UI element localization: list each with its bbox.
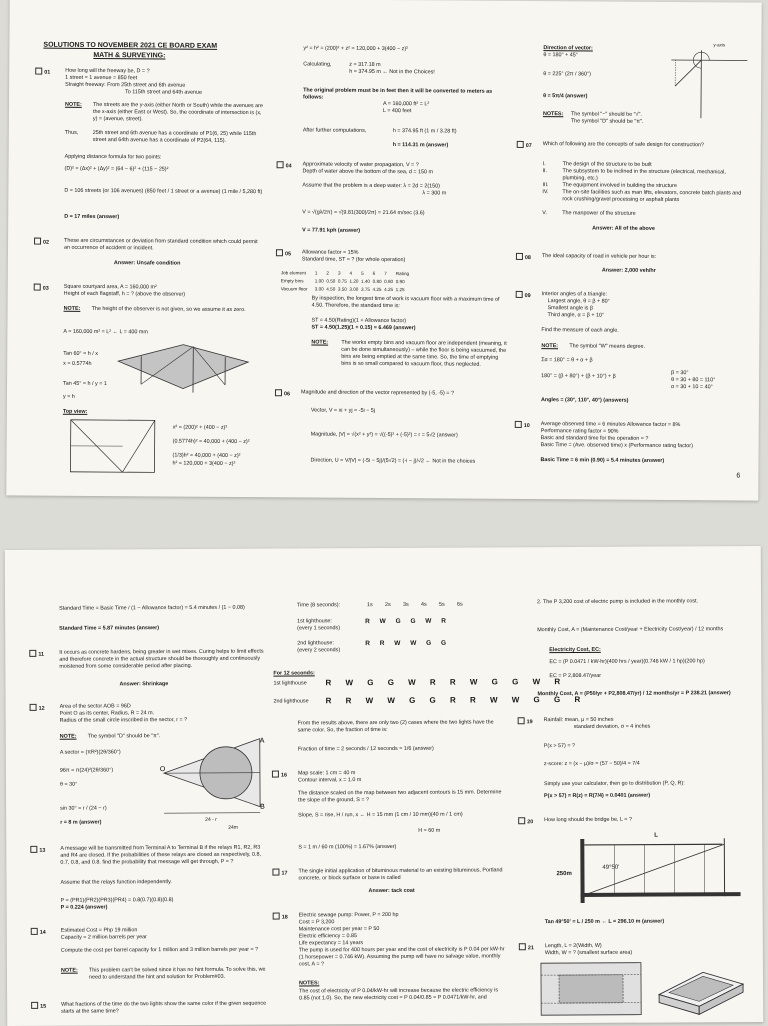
q08-title: The ideal capacity of road in vehicle per hour is: bbox=[542, 253, 656, 261]
notes-label: NOTES: bbox=[543, 111, 563, 118]
q08-number: 08 bbox=[525, 255, 531, 261]
q09-answer: Angles = (30°, 110°, 40°) (answers) bbox=[541, 397, 629, 405]
q09-line-4: Third angle, α = β + 10° bbox=[548, 312, 605, 319]
calculating-label: Calculating, bbox=[303, 61, 331, 68]
q14-line-3: Compute the cost per barrel capacity for 1 million and 3 million barrels per year = ? bbox=[61, 947, 266, 955]
q05-formula-2: ST = 4.50(1.25)(1 + 0.15) = 6.469 (answer) bbox=[311, 324, 415, 332]
q01-title: How long will the freeway be, D = ? bbox=[65, 68, 149, 75]
q19-number: 19 bbox=[527, 719, 533, 725]
monthly-cost-formula: Monthly Cost, A = (Maintenance Cost/year + Electricity Cost/year) / 12 months bbox=[537, 626, 723, 634]
q03-formula-1: A = 160,000 m² = L² ← L = 400 mm bbox=[63, 329, 147, 336]
q10-answer: Basic Time = 6 min (0.90) = 5.4 minutes (answer) bbox=[541, 457, 665, 465]
q14-note: This problem can't be solved since it has no hint formula. To solve this, we need to understand the hint and solution for Problem#03. bbox=[89, 967, 266, 982]
direction-title: Direction of vector: bbox=[543, 45, 592, 52]
checkbox-icon bbox=[272, 771, 279, 778]
direction-line-2: θ = 225° (2π / 360°) bbox=[543, 71, 591, 78]
checkbox-icon bbox=[35, 68, 42, 75]
q09-result-2: θ = 30 + 80 = 110° bbox=[671, 377, 715, 384]
sector-diagram bbox=[160, 733, 270, 820]
original-problem-note: The original problem must be in feet then it will be converted to meters as follows: bbox=[303, 87, 508, 102]
q15-text: What fractions of the time do the two lights show the same color if the given sequence starts at the same time? bbox=[61, 1001, 266, 1016]
page-1 bbox=[6, 0, 761, 501]
q06-title: Magnitude and direction of the vector represented by (-5, -5) = ? bbox=[301, 389, 454, 397]
page1-column-1 bbox=[32, 0, 267, 497]
header-line-1: SOLUTIONS TO NOVEMBER 2021 CE BOARD EXAM bbox=[43, 42, 217, 52]
monthly-cost-answer: Monthly Cost, A = (P50/yr + P2,808.47/yr) / 12 months/yr = P 238.21 (answer) bbox=[538, 690, 731, 698]
q15-number: 15 bbox=[40, 1004, 46, 1010]
q12-line-3: Radius of the small circle inscribed in the sector, r = ? bbox=[60, 717, 188, 725]
q19-line-2: standard deviation, σ = 4 inches bbox=[574, 724, 651, 731]
q19-line-4: Simply use your calculator, then go to distribution (P, Q, R): bbox=[544, 780, 685, 788]
after-answer: h = 114.31 m (answer) bbox=[393, 142, 449, 149]
q19-line-1: Rainfall: mean, μ = 50 inches bbox=[544, 717, 614, 724]
q04-line-2: Depth of water above the bottom of the sea, d = 150 m bbox=[303, 168, 434, 176]
flagstaff-diagram bbox=[113, 336, 253, 397]
lighthouse-1-sequence: R W G G W R bbox=[365, 618, 450, 627]
q16-line-3: The distance scaled on the map between two adjacent contours is 15 mm. Determine the slope of the ground, S = ? bbox=[298, 789, 508, 804]
q11-answer: Answer: Shrinkage bbox=[119, 681, 168, 688]
page1-column-3: Direction of vector: θ = 180° + 45° θ = 225° (2π / 360°) θ = 5π/4 (answer) y-axis NOTES: The symbol "~" should be "√". The symbol "D" should be "π". 07 Which of following are the concepts of safe design for construction? I. The design of the structure to be built II. The subsystem to be inclined in the structure (electrical, mechanical, plumbing, etc.) III. The equipment involved in building the structure IV. The on-site facilities such as man lifts, elevators, concrete batch plants and rock crushing/gravel processing or asphalt plants V. The manpower of the structure Answer: All of the above 08 The ideal capacity of road in vehicle per hour is: Answer: 2,000 veh/hr 09 Interior angles of a triangle: Largest angle, θ = β + 80° Smallest angle is β Third angle, α = β + 10° Find the measure of each angle. NOTE: The symbol "W" means degree. Σα = 180° = θ + α + β 180° = (β + 80°) + (β + 10°) + β β = 30° θ = 30 + 80 = 110° α = 30 + 10 = 40° Angles = (30°, 110°, 40°) (answers) 10 Average observed time = 6 minutes Allowance factor = 8% Performance rating factor = 90% Basic and standard time for the operation = ? Basic Time = (Ave. observed time) x (Performance rating factor) Basic Time = 6 min (0.90) = 5.4 minutes (answer) bbox=[510, 1, 753, 501]
lighthouse-2-sequence: R R W W G G bbox=[365, 640, 450, 649]
q03-formula-3: x = 0.5774h bbox=[63, 361, 91, 368]
q01-thus-text: 25th street and 6th avenue has a coordinate of P1(6, 25) while 115th street and 64th avenue has a coordinate of P2(64, 115). bbox=[93, 130, 265, 145]
q18-line-3: Maintenance cost per year = P 50 bbox=[299, 926, 380, 933]
q19-line-3: P(x > 57) = ? bbox=[544, 743, 575, 750]
q01-answer: D = 17 miles (answer) bbox=[64, 214, 119, 221]
time-1s: 1s bbox=[367, 602, 373, 609]
q08-answer: Answer: 2,000 veh/hr bbox=[602, 268, 656, 275]
q01-thus: Thus, bbox=[65, 130, 79, 137]
after-line-1: h = 374.95 ft (1 m / 3.28 ft) bbox=[393, 128, 457, 135]
q20-angle-label: 49°50' bbox=[602, 865, 619, 873]
checkbox-icon bbox=[518, 717, 525, 724]
calc-result-2: h = 374.95 m ← Not in the Choices! bbox=[349, 69, 435, 77]
q09-note-label: NOTE: bbox=[541, 343, 558, 350]
q09-line-1: Interior angles of a triangle: bbox=[542, 291, 607, 298]
checkbox-icon bbox=[30, 846, 37, 853]
header-line-2: MATH & SURVEYING: bbox=[93, 52, 165, 61]
q09-note: The symbol "W" means degree. bbox=[569, 343, 645, 350]
q04-answer: V = 77.91 kph (answer) bbox=[302, 227, 360, 234]
q09-formula-2: 180° = (β + 80°) + (β + 10°) + β bbox=[541, 373, 616, 380]
time-4s: 4s bbox=[421, 602, 427, 609]
checkbox-icon bbox=[34, 284, 41, 291]
q10-line-2: Performance rating factor = 90% bbox=[541, 428, 619, 435]
q01-formula-2: D = 106 streets (or 106 avenues) (850 feet / 1 street or a avenue) (1 mile / 5,280 ft) bbox=[64, 188, 264, 196]
q20-title: How long should the bridge be, L = ? bbox=[544, 817, 632, 824]
q03-formula-4: Tan 45° = h / y = 1 bbox=[63, 381, 107, 388]
time-5s: 5s bbox=[439, 602, 445, 609]
top-view-diagram bbox=[62, 416, 162, 477]
job-element-table bbox=[280, 269, 410, 294]
q10-number: 10 bbox=[524, 423, 530, 429]
notes-line-2: The symbol "D" should be "π". bbox=[571, 118, 644, 125]
q07-answer: Answer: All of the above bbox=[592, 225, 655, 232]
q05-note-label: NOTE: bbox=[311, 339, 328, 346]
lighthouse-1-label: 1st lighthouse: bbox=[297, 618, 332, 625]
q16-formula-3: S = 1 m / 60 m (100%) = 1.67% (answer) bbox=[298, 844, 396, 851]
q20-formula: Tan 49°50' = L / 250 m ← L = 296.10 m (answer) bbox=[545, 919, 664, 927]
q05-number: 05 bbox=[285, 251, 291, 257]
q01-line-2: Straight freeway: From 25th street and 6th avenue bbox=[65, 82, 185, 90]
direction-answer: θ = 5π/4 (answer) bbox=[543, 93, 587, 100]
time-2s: 2s bbox=[385, 602, 391, 609]
q06-direction: Direction, U = V/|V| = (-5i − 5j)/(5√2) = (-i − j)/√2 ← Not in the choices bbox=[310, 457, 475, 465]
q10-line-4: Basic Time = (Ave. observed time) x (Performance rating factor) bbox=[541, 442, 693, 450]
q18-line-4: Electric efficiency = 0.85 bbox=[299, 933, 357, 940]
q13-number: 13 bbox=[39, 848, 45, 854]
q07-title: Which of following are the concepts of safe design for construction? bbox=[543, 141, 743, 149]
for-12-seconds-label: For 12 seconds: bbox=[273, 670, 314, 677]
q07-item-1: The design of the structure to be built bbox=[563, 161, 743, 169]
q03-formula-9: h² = 120,000 + 3(400 − z)² bbox=[172, 461, 235, 468]
q06-vector: Vector, V = xi + yj = -5i − 5j bbox=[311, 407, 375, 414]
q01-note: The streets are the y-axis (either North or South) while the avenues are the x-axis (either East or West). So, the coordinate of intersection is (x, y) = (avenue, street). bbox=[93, 102, 265, 124]
lighthouse-2-12s-label: 2nd lighthouse bbox=[274, 698, 309, 705]
q18-notes-1: The cost of electricity of P 0.04/kW-hr will increase because the electric efficiency is 0.85 (not 1.0). So, the new electricity cost = P 0.04/0.85 = P 0.0471/kW-hr, and bbox=[299, 987, 509, 1002]
page-2 bbox=[5, 546, 763, 1026]
q09-formula-1: Σα = 180° = θ + α + β bbox=[541, 357, 592, 364]
checkbox-icon bbox=[31, 1002, 38, 1009]
q02-text: These are circumstances or deviation from standard condition which could permit an occurrence of accident or incident. bbox=[64, 238, 264, 253]
q12-formula-3: θ = 30° bbox=[60, 782, 77, 789]
q12-number: 12 bbox=[39, 706, 45, 712]
checkbox-icon bbox=[515, 421, 522, 428]
checkbox-icon bbox=[31, 928, 38, 935]
checkbox-icon bbox=[29, 650, 36, 657]
q07-item-2: The subsystem to be inclined in the structure (electrical, mechanical, plumbing, etc.) bbox=[562, 168, 742, 183]
q12-line-2: Point O as its center, Radius, R = 24 m. bbox=[60, 710, 155, 717]
checkbox-icon bbox=[30, 704, 37, 711]
q20-height-label: 250m bbox=[556, 871, 571, 879]
q11-text: It occurs as concrete hardens, being greater in wet mixes. Curing helps to limit effects and therefore concrete in the actual structure should be thoroughly and continuously moistened from some considerable period after placing. bbox=[59, 649, 264, 671]
electricity-cost-title: Electricity Cost, EC: bbox=[549, 647, 601, 654]
q01-formula-1: (D)² = (Δx)² + (Δy)² = (64 − 6)² + (115 − 25)² bbox=[65, 166, 169, 174]
q21-line-2: Width, W = ? (smallest surface area) bbox=[545, 950, 632, 957]
q12-answer: r = 8 m (answer) bbox=[60, 819, 101, 826]
q09-result-1: β = 30° bbox=[671, 370, 688, 377]
q07-number: 07 bbox=[526, 143, 532, 149]
time-label: Time (8 seconds): bbox=[297, 602, 340, 609]
q19-answer: P(x > 57) = R(z) = R(7/4) = 0.0401 (answer) bbox=[544, 793, 650, 800]
lighthouse-2-12s-sequence: R R W W G G R R W W G G R bbox=[326, 695, 587, 707]
q18-line-1: Electric sewage pump: Power, P = 200 hp bbox=[299, 912, 399, 919]
q20-number: 20 bbox=[527, 819, 533, 825]
table-row: Vacuum floor 3.00 4.50 3.50 3.00 3.75 4.25 4.25 1.25 bbox=[280, 285, 410, 294]
q16-number: 16 bbox=[281, 773, 287, 779]
q01-line-3: To 115th street and 64th avenue bbox=[125, 89, 202, 96]
q05-line-2: Standard time, ST = ? (for whole operation) bbox=[302, 256, 405, 264]
checkbox-icon bbox=[517, 141, 524, 148]
q20-length-label: L bbox=[654, 833, 658, 841]
svg-text:B: B bbox=[260, 804, 265, 811]
lighthouse-2-sub: (every 2 seconds) bbox=[297, 647, 340, 654]
q14-number: 14 bbox=[40, 930, 46, 936]
q01-apply: Applying distance formula for two points: bbox=[65, 154, 162, 162]
standard-time-formula: Standard Time = Basic Time / (1 − Allowance factor) = 5.4 minutes / (1 − 0.08) bbox=[59, 605, 245, 613]
q05-line-1: Allowance factor = 15% bbox=[302, 249, 359, 256]
q18-notes-label: NOTES: bbox=[299, 980, 319, 987]
q07-item-4: The on-site facilities such as man lifts, elevators, concrete batch plants and rock crushing/gravel processing or asphalt plants bbox=[562, 189, 742, 204]
q13-assume: Assume that the relays function independently. bbox=[60, 879, 171, 886]
table-row: Empty bins 1.00 0.50 0.75 1.20 1.40 0.80 0.80 0.90 bbox=[280, 277, 410, 286]
q09-line-3: Smallest angle is β bbox=[548, 305, 593, 312]
problem-line-1: A = 160,000 ft² = L² bbox=[383, 101, 429, 108]
q18-line-2: Cost = P 3,200 bbox=[299, 919, 335, 926]
q12-formula-4: sin 30° = r / (24 − r) bbox=[60, 805, 107, 812]
q13-formula: P = (PR1)(PR2)(PR3)(PR4) = 0.8(0.7)(0.8)(0.8) bbox=[61, 897, 174, 904]
page1-column-2 bbox=[270, 0, 518, 499]
q03-formula-5: y = h bbox=[63, 394, 75, 401]
q03-line-2: Height of each flagstaff, h = ? (above the observer) bbox=[64, 291, 185, 299]
fraction-of-time: Fraction of time = 2 seconds / 12 seconds = 1/6 (answer) bbox=[298, 746, 434, 754]
q03-note-label: NOTE: bbox=[64, 306, 81, 313]
q10-line-3: Basic and standard time for the operation = ? bbox=[541, 435, 649, 443]
page2-column-2 bbox=[267, 547, 519, 1024]
q04-number: 04 bbox=[286, 163, 292, 169]
electricity-cost-1: EC = (P 0.0471 / kW-hr)(400 hrs / year)(0.746 kW / 1 hp)(200 hp) bbox=[549, 658, 704, 666]
electricity-cost-2: EC = P 2,808.47/year bbox=[549, 673, 601, 680]
notes-line-1: The symbol "~" should be "√". bbox=[571, 111, 642, 118]
svg-text:A: A bbox=[260, 738, 265, 745]
q12-formula-1: A sector = (πR²)(2θ/360°) bbox=[60, 749, 121, 756]
q21-number: 21 bbox=[528, 945, 534, 951]
checkbox-icon bbox=[272, 869, 279, 876]
q03-number: 03 bbox=[43, 286, 49, 292]
q16-line-2: Contour interval, x = 1.0 m bbox=[298, 777, 361, 784]
dim-24m: 24m bbox=[228, 825, 238, 831]
q03-formula-8: (1/3)h² = 40,000 + (400 − z)² bbox=[173, 453, 241, 460]
q09-line-5: Find the measure of each angle. bbox=[541, 327, 618, 334]
q12-formula-2: 96π = π(24)²(2θ/360°) bbox=[60, 767, 113, 774]
q01-note-label: NOTE: bbox=[65, 102, 82, 109]
checkbox-icon bbox=[518, 817, 525, 824]
q02-number: 02 bbox=[43, 240, 49, 246]
q04-line-4: λ = 300 m bbox=[422, 190, 446, 197]
q17-answer: Answer: tack coat bbox=[369, 888, 415, 895]
q07-item-5: The manpower of the structure bbox=[562, 210, 742, 218]
direction-line-1: θ = 180° + 45° bbox=[543, 52, 578, 59]
time-6s: 6s bbox=[457, 602, 463, 609]
q05-note: The works empty bins and vacuum floor are independent (meaning, it can be done simultaneously) – while the floor is being vacuumed, the bins are being emptied at the same time. So, the time of emptying bins is so small compared to vacuum floor, thus neglected. bbox=[341, 340, 509, 369]
q16-formula-2: H = 60 m bbox=[418, 828, 440, 835]
q03-formula-2: Tan 60° = h / x bbox=[63, 351, 98, 358]
results-note: From the results above, there are only two (2) cases where the two lights have the same color. So, the fraction of time is: bbox=[298, 719, 508, 734]
calc-result-1: z = 317.18 m bbox=[349, 62, 380, 69]
q09-line-2: Largest angle, θ = β + 80° bbox=[548, 298, 610, 305]
lighthouse-2-label: 2nd lighthouse: bbox=[297, 640, 334, 647]
checkbox-icon bbox=[275, 389, 282, 396]
q18-line-6: The pump is used for 400 hours per year and the cost of electricity is P 0.04 per kW-hr (1 horsepower = 0.746 kW). Assuming the pump will have no salvage value, monthly cost, A = ? bbox=[299, 946, 509, 968]
q05-formula-1: ST = 4.50(Rating)(1 + Allowance factor) bbox=[311, 317, 406, 325]
q16-formula-1: Slope, S = rise, H / run, x ← H = 15 mm (1 cm / 10 mm)(40 m / 1 cm) bbox=[298, 812, 463, 820]
table-row: Job element 1 2 3 4 5 6 7 Rating bbox=[280, 269, 410, 278]
time-3s: 3s bbox=[403, 602, 409, 609]
q06-magnitude: Magnitude, |V| = √(x² + y²) = √((-5)² + (-5)²) = r = 5√2 (answer) bbox=[311, 431, 458, 439]
q13-text: A message will be transmitted from Terminal A to Terminal B if the relays R1, R2, R3 and R4 are closed. If the probabilities of these relays are closed as respectively, 0.8, 0.7, 0.8, and 0.8. find the probability that message will get through, P = ? bbox=[60, 845, 265, 867]
problem-line-2: L = 400 feet bbox=[383, 108, 411, 115]
lighthouse-1-12s-label: 1st lighthouse bbox=[273, 680, 306, 687]
q12-note-label: NOTE: bbox=[60, 734, 77, 741]
q09-number: 09 bbox=[525, 293, 531, 299]
y-axis-label: y-axis bbox=[713, 42, 725, 48]
standard-time-answer: Standard Time = 5.87 minutes (answer) bbox=[59, 625, 159, 632]
q12-line-1: Area of the sector AOB = 96D bbox=[60, 703, 131, 710]
q03-formula-7: (0.5774h)² = 40,000 + (400 − z)² bbox=[173, 439, 250, 446]
checkbox-icon bbox=[34, 238, 41, 245]
q01-number: 01 bbox=[44, 70, 50, 76]
q03-formula-6: x² = (200)² + (400 − z)² bbox=[173, 425, 227, 432]
page2-column-3 bbox=[513, 546, 761, 1023]
checkbox-icon bbox=[276, 249, 283, 256]
q02-answer: Answer: Unsafe condition bbox=[114, 260, 181, 267]
page2-column-1 bbox=[29, 549, 271, 1026]
svg-text:O: O bbox=[160, 766, 166, 773]
q16-line-1: Map scale: 1 cm = 40 m bbox=[298, 770, 355, 777]
open-box-diagram bbox=[535, 958, 755, 1019]
dim-24-minus-r: 24 - r bbox=[205, 817, 217, 823]
q17-number: 17 bbox=[281, 871, 287, 877]
q04-line-3: Assume that the problem is a deep water: λ = 2d = 2(150) bbox=[302, 182, 440, 190]
vector-direction-diagram bbox=[661, 40, 750, 121]
checkbox-icon bbox=[516, 291, 523, 298]
lighthouse-1-12s-sequence: R W G G W R R W G G W R bbox=[325, 677, 566, 688]
topview-label: Top view: bbox=[63, 409, 88, 416]
q04-formula: V = √(gλ/2π) = √(9.81(300)/2π) = 21.64 m/sec (3.6) bbox=[302, 209, 424, 217]
q21-line-1: Length, L = 2(Width, W) bbox=[545, 943, 602, 950]
p2-note-2: 2. The P 3,200 cost of electric pump is included in the monthly cost. bbox=[537, 598, 752, 606]
q05-paragraph: By inspection, the longest time of work is vacuum floor with a maximum time of 4.50. Therefore, the standard time is: bbox=[312, 295, 507, 310]
bridge-diagram bbox=[554, 830, 744, 911]
q14-line-1: Estimated Cost = Php 19 million bbox=[61, 927, 138, 934]
q14-line-2: Capacity = 2 million barrels per year bbox=[61, 934, 147, 941]
page-number: 6 bbox=[736, 472, 740, 479]
q11-number: 11 bbox=[38, 652, 44, 658]
q12-note: The symbol "D" should be "π". bbox=[88, 733, 161, 740]
q03-note: The height of the observer is not given, so we assume it as zero. bbox=[92, 306, 264, 314]
checkbox-icon bbox=[516, 253, 523, 260]
q13-answer: P = 0.224 (answer) bbox=[61, 904, 108, 911]
q04-line-1: Approximate velocity of water propagation, V = ? bbox=[303, 161, 419, 169]
q14-note-label: NOTE: bbox=[61, 968, 78, 975]
after-label: After further computations, bbox=[303, 127, 367, 134]
checkbox-icon bbox=[519, 943, 526, 950]
q01-line-1: 1 street = 1 avenue = 850 feet bbox=[65, 75, 137, 82]
q06-number: 06 bbox=[284, 391, 290, 397]
q09-result-3: α = 30 + 10 = 40° bbox=[671, 384, 713, 391]
q03-line-1: Square courtyard area, A = 160,000 m² bbox=[64, 284, 157, 292]
q18-line-5: Life expectancy = 14 years bbox=[299, 940, 363, 947]
checkbox-icon bbox=[273, 913, 280, 920]
checkbox-icon bbox=[277, 161, 284, 168]
c2-formula-1: y² = h² = (200)² + z² = 120,000 + 3(400 − z)² bbox=[303, 45, 408, 53]
lighthouse-1-sub: (every 1 seconds) bbox=[297, 625, 340, 632]
q19-formula: z-score: z = (x − μ)/σ = (57 − 50)/4 = 7/4 bbox=[544, 761, 640, 768]
q10-line-1: Average observed time = 6 minutes Allowance factor = 8% bbox=[541, 421, 681, 429]
q18-number: 18 bbox=[282, 915, 288, 921]
q17-text: The single initial application of bituminous material to an existing bituminous, Portland concrete, or block surface or base is called bbox=[298, 867, 508, 882]
q07-item-3: The equipment involved in building the structure bbox=[562, 182, 742, 190]
